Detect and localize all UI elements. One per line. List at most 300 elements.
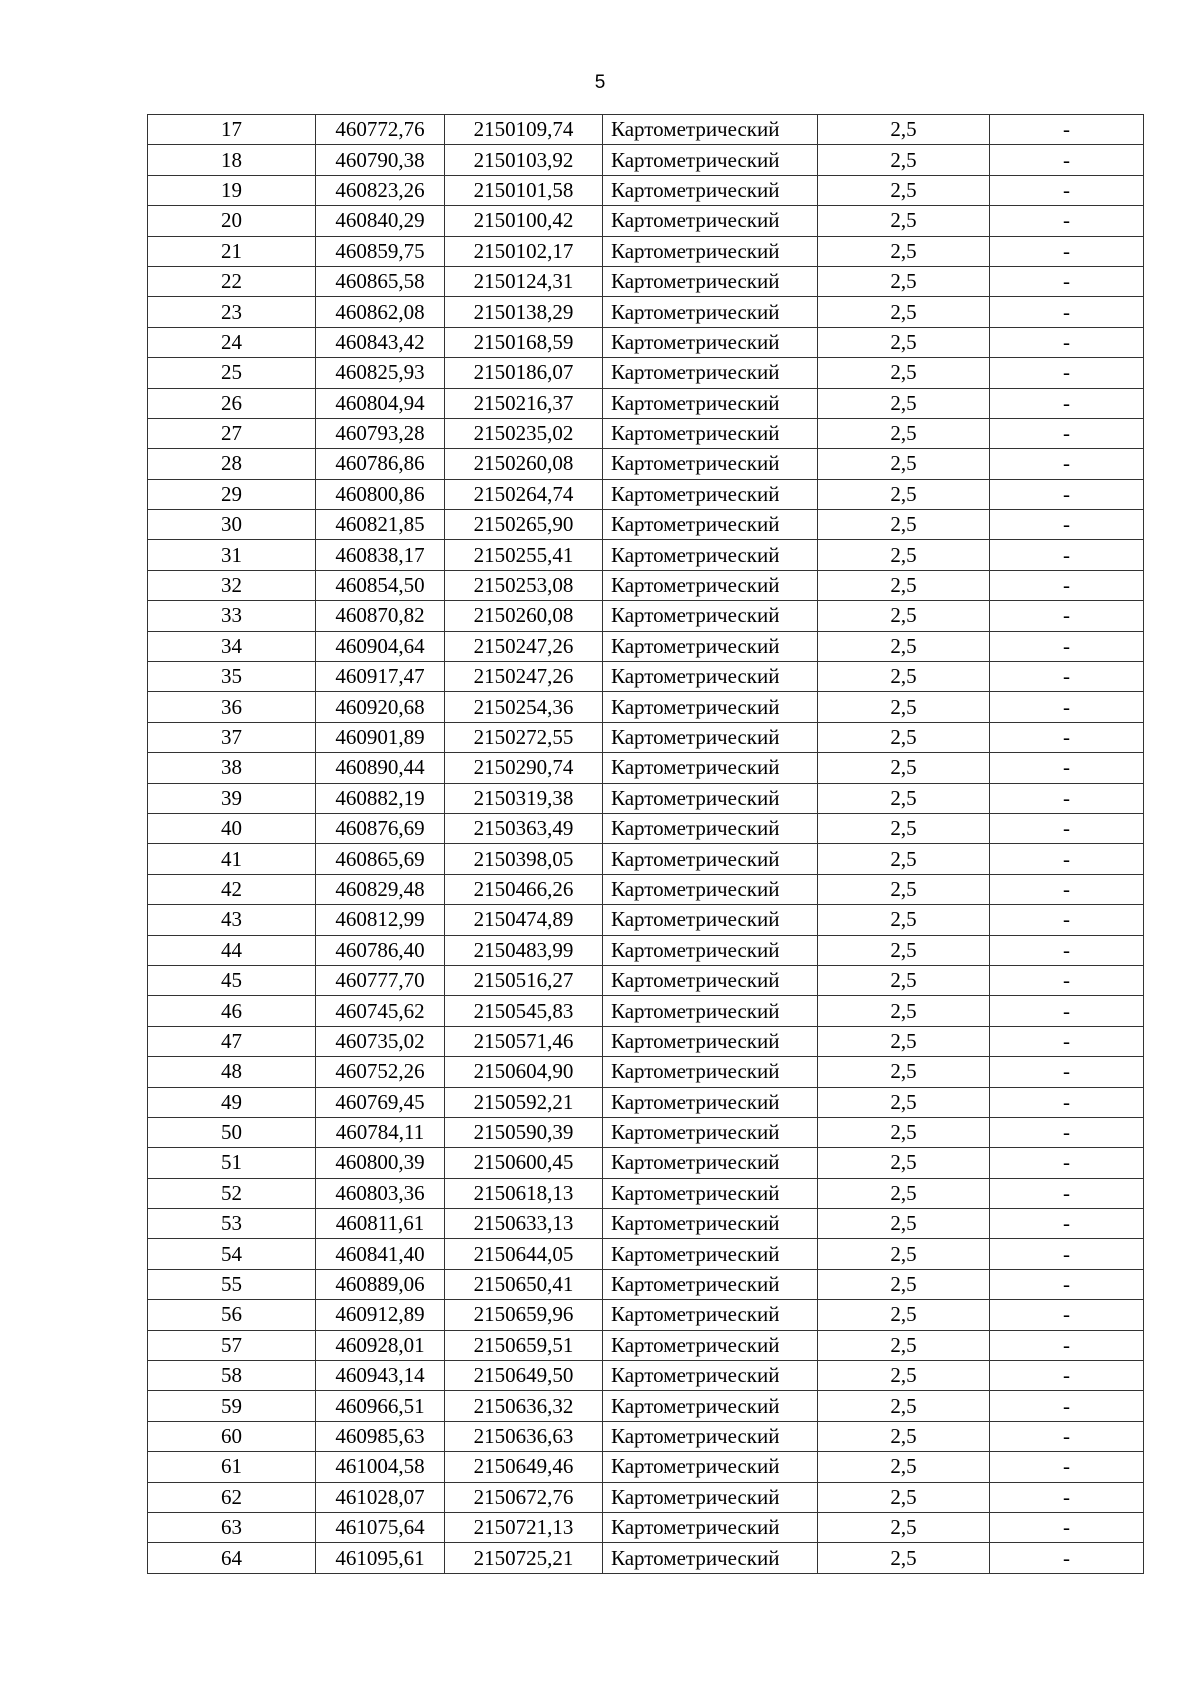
table-row [148,1026,1144,1056]
point-number-cell: 31 [148,540,316,570]
note-cell: - [990,1269,1144,1299]
point-number-cell: 36 [148,692,316,722]
note-cell: - [990,1421,1144,1451]
note-cell: - [990,540,1144,570]
y-coordinate-cell: 2150721,13 [445,1512,603,1542]
note-cell: - [990,813,1144,843]
x-coordinate-cell: 460790,38 [316,145,445,175]
point-number-cell: 29 [148,479,316,509]
y-coordinate-cell: 2150124,31 [445,266,603,296]
table-row [148,327,1144,357]
x-coordinate-cell: 460772,76 [316,115,445,145]
accuracy-cell: 2,5 [818,965,990,995]
method-cell: Картометрический [603,1087,818,1117]
accuracy-cell: 2,5 [818,266,990,296]
y-coordinate-cell: 2150264,74 [445,479,603,509]
note-cell: - [990,1209,1144,1239]
accuracy-cell: 2,5 [818,1209,990,1239]
method-cell: Картометрический [603,1543,818,1573]
accuracy-cell: 2,5 [818,1057,990,1087]
point-number-cell: 49 [148,1087,316,1117]
point-number-cell: 23 [148,297,316,327]
y-coordinate-cell: 2150290,74 [445,753,603,783]
table-row [148,1269,1144,1299]
y-coordinate-cell: 2150474,89 [445,905,603,935]
x-coordinate-cell: 460859,75 [316,236,445,266]
note-cell: - [990,1543,1144,1573]
method-cell: Картометрический [603,965,818,995]
y-coordinate-cell: 2150618,13 [445,1178,603,1208]
y-coordinate-cell: 2150659,51 [445,1330,603,1360]
point-number-cell: 51 [148,1148,316,1178]
x-coordinate-cell: 460912,89 [316,1300,445,1330]
method-cell: Картометрический [603,753,818,783]
accuracy-cell: 2,5 [818,1239,990,1269]
table-row [148,1330,1144,1360]
point-number-cell: 54 [148,1239,316,1269]
method-cell: Картометрический [603,1269,818,1299]
note-cell: - [990,388,1144,418]
method-cell: Картометрический [603,418,818,448]
x-coordinate-cell: 460800,39 [316,1148,445,1178]
note-cell: - [990,965,1144,995]
note-cell: - [990,449,1144,479]
y-coordinate-cell: 2150659,96 [445,1300,603,1330]
table-row [148,905,1144,935]
point-number-cell: 41 [148,844,316,874]
accuracy-cell: 2,5 [818,388,990,418]
y-coordinate-cell: 2150260,08 [445,449,603,479]
method-cell: Картометрический [603,540,818,570]
point-number-cell: 17 [148,115,316,145]
method-cell: Картометрический [603,266,818,296]
method-cell: Картометрический [603,145,818,175]
point-number-cell: 22 [148,266,316,296]
x-coordinate-cell: 460735,02 [316,1026,445,1056]
x-coordinate-cell: 460793,28 [316,418,445,448]
note-cell: - [990,1117,1144,1147]
y-coordinate-cell: 2150725,21 [445,1543,603,1573]
note-cell: - [990,1300,1144,1330]
method-cell: Картометрический [603,1178,818,1208]
x-coordinate-cell: 461004,58 [316,1452,445,1482]
y-coordinate-cell: 2150103,92 [445,145,603,175]
point-number-cell: 45 [148,965,316,995]
table-row [148,297,1144,327]
point-number-cell: 64 [148,1543,316,1573]
method-cell: Картометрический [603,783,818,813]
table-row [148,1087,1144,1117]
point-number-cell: 63 [148,1512,316,1542]
method-cell: Картометрический [603,1026,818,1056]
y-coordinate-cell: 2150272,55 [445,722,603,752]
point-number-cell: 30 [148,510,316,540]
x-coordinate-cell: 460841,40 [316,1239,445,1269]
table-row [148,722,1144,752]
y-coordinate-cell: 2150216,37 [445,388,603,418]
x-coordinate-cell: 460843,42 [316,327,445,357]
x-coordinate-cell: 460917,47 [316,662,445,692]
table-row [148,996,1144,1026]
table-row [148,175,1144,205]
accuracy-cell: 2,5 [818,1482,990,1512]
table-row [148,813,1144,843]
accuracy-cell: 2,5 [818,753,990,783]
accuracy-cell: 2,5 [818,145,990,175]
accuracy-cell: 2,5 [818,479,990,509]
table-row [148,1300,1144,1330]
point-number-cell: 52 [148,1178,316,1208]
x-coordinate-cell: 460786,40 [316,935,445,965]
x-coordinate-cell: 460943,14 [316,1361,445,1391]
accuracy-cell: 2,5 [818,783,990,813]
x-coordinate-cell: 460823,26 [316,175,445,205]
y-coordinate-cell: 2150319,38 [445,783,603,813]
note-cell: - [990,175,1144,205]
x-coordinate-cell: 460838,17 [316,540,445,570]
table-row [148,601,1144,631]
method-cell: Картометрический [603,236,818,266]
point-number-cell: 39 [148,783,316,813]
accuracy-cell: 2,5 [818,1330,990,1360]
x-coordinate-cell: 460825,93 [316,358,445,388]
note-cell: - [990,1239,1144,1269]
y-coordinate-cell: 2150592,21 [445,1087,603,1117]
y-coordinate-cell: 2150636,32 [445,1391,603,1421]
x-coordinate-cell: 460890,44 [316,753,445,783]
accuracy-cell: 2,5 [818,1391,990,1421]
accuracy-cell: 2,5 [818,874,990,904]
x-coordinate-cell: 460752,26 [316,1057,445,1087]
accuracy-cell: 2,5 [818,905,990,935]
y-coordinate-cell: 2150186,07 [445,358,603,388]
table-row [148,570,1144,600]
accuracy-cell: 2,5 [818,1361,990,1391]
table-row [148,1117,1144,1147]
method-cell: Картометрический [603,1239,818,1269]
accuracy-cell: 2,5 [818,449,990,479]
accuracy-cell: 2,5 [818,996,990,1026]
note-cell: - [990,935,1144,965]
y-coordinate-cell: 2150516,27 [445,965,603,995]
point-number-cell: 37 [148,722,316,752]
y-coordinate-cell: 2150398,05 [445,844,603,874]
method-cell: Картометрический [603,1117,818,1147]
note-cell: - [990,327,1144,357]
method-cell: Картометрический [603,874,818,904]
note-cell: - [990,692,1144,722]
method-cell: Картометрический [603,1209,818,1239]
note-cell: - [990,996,1144,1026]
y-coordinate-cell: 2150247,26 [445,662,603,692]
method-cell: Картометрический [603,722,818,752]
y-coordinate-cell: 2150265,90 [445,510,603,540]
x-coordinate-cell: 460840,29 [316,206,445,236]
x-coordinate-cell: 461095,61 [316,1543,445,1573]
point-number-cell: 24 [148,327,316,357]
table-row [148,1512,1144,1542]
y-coordinate-cell: 2150672,76 [445,1482,603,1512]
table-row [148,753,1144,783]
table-row [148,1239,1144,1269]
x-coordinate-cell: 460862,08 [316,297,445,327]
point-number-cell: 28 [148,449,316,479]
note-cell: - [990,1057,1144,1087]
note-cell: - [990,722,1144,752]
y-coordinate-cell: 2150138,29 [445,297,603,327]
table-row [148,236,1144,266]
accuracy-cell: 2,5 [818,1269,990,1299]
table-row [148,1148,1144,1178]
y-coordinate-cell: 2150644,05 [445,1239,603,1269]
method-cell: Картометрический [603,570,818,600]
accuracy-cell: 2,5 [818,722,990,752]
x-coordinate-cell: 460784,11 [316,1117,445,1147]
point-number-cell: 42 [148,874,316,904]
note-cell: - [990,418,1144,448]
y-coordinate-cell: 2150466,26 [445,874,603,904]
note-cell: - [990,783,1144,813]
note-cell: - [990,266,1144,296]
x-coordinate-cell: 460829,48 [316,874,445,904]
y-coordinate-cell: 2150636,63 [445,1421,603,1451]
note-cell: - [990,874,1144,904]
note-cell: - [990,1361,1144,1391]
x-coordinate-cell: 460928,01 [316,1330,445,1360]
accuracy-cell: 2,5 [818,601,990,631]
point-number-cell: 26 [148,388,316,418]
note-cell: - [990,1087,1144,1117]
point-number-cell: 48 [148,1057,316,1087]
point-number-cell: 33 [148,601,316,631]
x-coordinate-cell: 460812,99 [316,905,445,935]
x-coordinate-cell: 460901,89 [316,722,445,752]
point-number-cell: 35 [148,662,316,692]
accuracy-cell: 2,5 [818,1117,990,1147]
note-cell: - [990,844,1144,874]
table-row [148,1421,1144,1451]
x-coordinate-cell: 460854,50 [316,570,445,600]
y-coordinate-cell: 2150254,36 [445,692,603,722]
method-cell: Картометрический [603,601,818,631]
y-coordinate-cell: 2150649,50 [445,1361,603,1391]
table-row [148,510,1144,540]
note-cell: - [990,115,1144,145]
table-row [148,115,1144,145]
y-coordinate-cell: 2150545,83 [445,996,603,1026]
accuracy-cell: 2,5 [818,175,990,205]
method-cell: Картометрический [603,996,818,1026]
method-cell: Картометрический [603,692,818,722]
accuracy-cell: 2,5 [818,1178,990,1208]
method-cell: Картометрический [603,388,818,418]
x-coordinate-cell: 460804,94 [316,388,445,418]
table-row [148,844,1144,874]
accuracy-cell: 2,5 [818,813,990,843]
table-row [148,1543,1144,1573]
note-cell: - [990,1482,1144,1512]
method-cell: Картометрический [603,1421,818,1451]
method-cell: Картометрический [603,297,818,327]
note-cell: - [990,753,1144,783]
method-cell: Картометрический [603,1391,818,1421]
accuracy-cell: 2,5 [818,1087,990,1117]
point-number-cell: 25 [148,358,316,388]
note-cell: - [990,1452,1144,1482]
table-row [148,479,1144,509]
x-coordinate-cell: 460985,63 [316,1421,445,1451]
point-number-cell: 18 [148,145,316,175]
point-number-cell: 55 [148,1269,316,1299]
x-coordinate-cell: 460882,19 [316,783,445,813]
x-coordinate-cell: 460821,85 [316,510,445,540]
x-coordinate-cell: 460865,69 [316,844,445,874]
method-cell: Картометрический [603,1330,818,1360]
accuracy-cell: 2,5 [818,510,990,540]
x-coordinate-cell: 460904,64 [316,631,445,661]
note-cell: - [990,1330,1144,1360]
accuracy-cell: 2,5 [818,935,990,965]
x-coordinate-cell: 460786,86 [316,449,445,479]
x-coordinate-cell: 460889,06 [316,1269,445,1299]
y-coordinate-cell: 2150604,90 [445,1057,603,1087]
table-row [148,358,1144,388]
note-cell: - [990,1391,1144,1421]
accuracy-cell: 2,5 [818,236,990,266]
y-coordinate-cell: 2150363,49 [445,813,603,843]
point-number-cell: 50 [148,1117,316,1147]
point-number-cell: 43 [148,905,316,935]
y-coordinate-cell: 2150235,02 [445,418,603,448]
table-row [148,449,1144,479]
note-cell: - [990,601,1144,631]
point-number-cell: 62 [148,1482,316,1512]
note-cell: - [990,570,1144,600]
method-cell: Картометрический [603,1512,818,1542]
note-cell: - [990,1178,1144,1208]
method-cell: Картометрический [603,1057,818,1087]
note-cell: - [990,479,1144,509]
note-cell: - [990,905,1144,935]
coordinates-table-body [148,115,1144,1574]
table-row [148,965,1144,995]
note-cell: - [990,510,1144,540]
method-cell: Картометрический [603,1148,818,1178]
note-cell: - [990,631,1144,661]
x-coordinate-cell: 460966,51 [316,1391,445,1421]
table-row [148,1209,1144,1239]
x-coordinate-cell: 460800,86 [316,479,445,509]
accuracy-cell: 2,5 [818,418,990,448]
coordinates-table [147,114,1144,1574]
accuracy-cell: 2,5 [818,662,990,692]
method-cell: Картометрический [603,935,818,965]
y-coordinate-cell: 2150102,17 [445,236,603,266]
point-number-cell: 46 [148,996,316,1026]
accuracy-cell: 2,5 [818,1512,990,1542]
method-cell: Картометрический [603,115,818,145]
x-coordinate-cell: 460803,36 [316,1178,445,1208]
accuracy-cell: 2,5 [818,1543,990,1573]
y-coordinate-cell: 2150571,46 [445,1026,603,1056]
accuracy-cell: 2,5 [818,1026,990,1056]
point-number-cell: 19 [148,175,316,205]
note-cell: - [990,297,1144,327]
accuracy-cell: 2,5 [818,358,990,388]
table-row [148,1391,1144,1421]
method-cell: Картометрический [603,1361,818,1391]
table-row [148,631,1144,661]
y-coordinate-cell: 2150633,13 [445,1209,603,1239]
y-coordinate-cell: 2150649,46 [445,1452,603,1482]
method-cell: Картометрический [603,631,818,661]
table-row [148,692,1144,722]
x-coordinate-cell: 460811,61 [316,1209,445,1239]
table-row [148,388,1144,418]
accuracy-cell: 2,5 [818,206,990,236]
point-number-cell: 32 [148,570,316,600]
method-cell: Картометрический [603,1300,818,1330]
table-row [148,266,1144,296]
y-coordinate-cell: 2150483,99 [445,935,603,965]
y-coordinate-cell: 2150253,08 [445,570,603,600]
point-number-cell: 27 [148,418,316,448]
method-cell: Картометрический [603,662,818,692]
point-number-cell: 56 [148,1300,316,1330]
y-coordinate-cell: 2150590,39 [445,1117,603,1147]
note-cell: - [990,236,1144,266]
method-cell: Картометрический [603,510,818,540]
x-coordinate-cell: 461075,64 [316,1512,445,1542]
method-cell: Картометрический [603,449,818,479]
table-row [148,935,1144,965]
y-coordinate-cell: 2150650,41 [445,1269,603,1299]
x-coordinate-cell: 461028,07 [316,1482,445,1512]
page-number: 5 [594,72,606,93]
table-row [148,1482,1144,1512]
table-row [148,662,1144,692]
point-number-cell: 38 [148,753,316,783]
table-row [148,1057,1144,1087]
point-number-cell: 57 [148,1330,316,1360]
note-cell: - [990,1512,1144,1542]
accuracy-cell: 2,5 [818,297,990,327]
accuracy-cell: 2,5 [818,1148,990,1178]
note-cell: - [990,662,1144,692]
table-row [148,418,1144,448]
point-number-cell: 53 [148,1209,316,1239]
y-coordinate-cell: 2150168,59 [445,327,603,357]
accuracy-cell: 2,5 [818,570,990,600]
point-number-cell: 59 [148,1391,316,1421]
method-cell: Картометрический [603,844,818,874]
method-cell: Картометрический [603,905,818,935]
table-row [148,783,1144,813]
method-cell: Картометрический [603,479,818,509]
y-coordinate-cell: 2150100,42 [445,206,603,236]
accuracy-cell: 2,5 [818,327,990,357]
point-number-cell: 47 [148,1026,316,1056]
table-row [148,874,1144,904]
x-coordinate-cell: 460865,58 [316,266,445,296]
y-coordinate-cell: 2150247,26 [445,631,603,661]
method-cell: Картометрический [603,175,818,205]
point-number-cell: 40 [148,813,316,843]
method-cell: Картометрический [603,327,818,357]
y-coordinate-cell: 2150260,08 [445,601,603,631]
x-coordinate-cell: 460920,68 [316,692,445,722]
accuracy-cell: 2,5 [818,115,990,145]
